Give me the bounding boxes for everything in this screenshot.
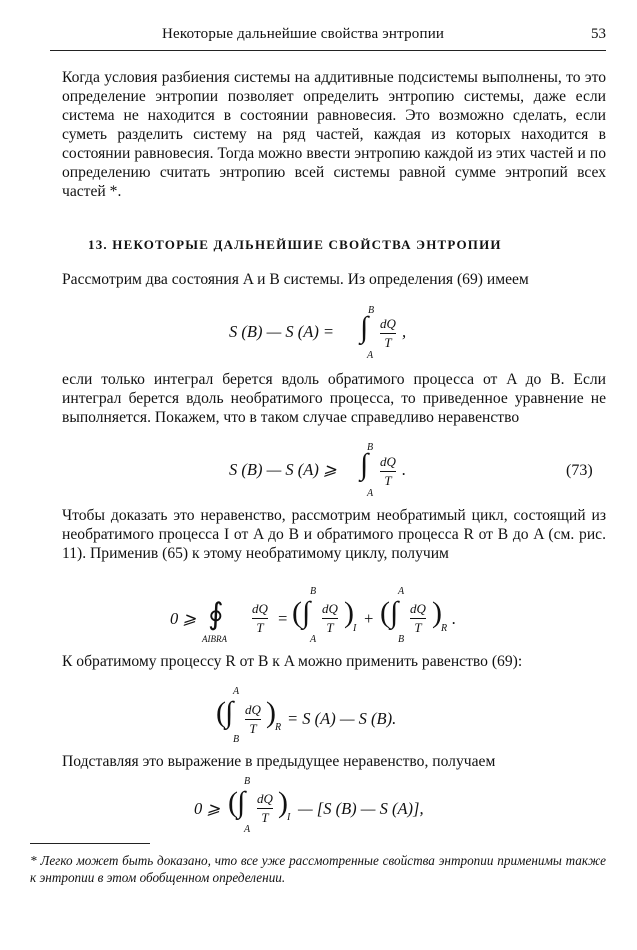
eq3-t2-integral: ∫ bbox=[390, 596, 399, 629]
paragraph-reversible-apply: К обратимому процессу R от B к A можно применить равенство (69): bbox=[62, 653, 523, 670]
eq5-lhs: 0 ⩾ bbox=[194, 799, 221, 818]
eq3-fraction-main bbox=[252, 601, 268, 636]
eq1-integral-sign: ∫ bbox=[360, 311, 369, 344]
paragraph-entropy-definition: Когда условия разбиения системы на аддитивные подсистемы выполнены, то это определение энтропии позволяет определить энтропию системы, даже если система не находится в состоянии равновесия. Это возможно сделать, если суметь разделить систему на ряд частей, каждая из которых находится в состоянии равновесия. Тогда можно ввести энтропию каждой из этих частей и по определению считать энтропию всей системы равной сумме энтропий всех частей *. bbox=[62, 69, 606, 200]
eq4-integral-sign: ∫ bbox=[225, 696, 234, 729]
eq5-upper-limit: B bbox=[244, 776, 251, 787]
eq3-t2-denominator: T bbox=[414, 620, 422, 635]
paragraph-proof-cycle: Чтобы доказать это неравенство, рассмотрим необратимый цикл, состоящий из необратимого процесса I от A до B и обратимого процесса R от B до A (см. рис. 11). Применив (65) к этому необратимому циклу, получим bbox=[62, 507, 606, 562]
eq5-denominator: T bbox=[261, 810, 269, 825]
header-title: Некоторые дальнейшие свойства энтропии bbox=[162, 26, 445, 42]
eq2-fraction bbox=[380, 454, 396, 489]
eq2-integral-sign: ∫ bbox=[360, 448, 369, 481]
eq3-t1-sub: I bbox=[353, 623, 357, 634]
eq5-rhs: — [S (B) — S (A)], bbox=[298, 799, 424, 818]
paragraph-reversible-condition: если только интеграл берется вдоль обратимого процесса от A до B. Если интеграл берется вдоль необратимого процесса, то приведенное уравнение не выполняется. Покажем, что в таком случае справедливо неравенство bbox=[62, 371, 606, 426]
eq5-numerator: dQ bbox=[257, 791, 273, 806]
footnote: * Легко может быть доказано, что все уже рассмотренные свойства энтропии применимы также к энтропии в этом обобщенном определении. bbox=[30, 853, 606, 885]
eq4-lower-limit: B bbox=[233, 734, 240, 745]
eq5-paren-close: ) bbox=[278, 786, 288, 819]
eq3-contour-lower: AIBRA bbox=[202, 634, 227, 644]
eq1-upper-limit: B bbox=[368, 305, 375, 316]
eq4-rhs: = S (A) — S (B). bbox=[287, 709, 397, 728]
eq4-paren-open: ( bbox=[216, 696, 226, 729]
eq3-t2-upper: A bbox=[398, 586, 405, 597]
eq4-fraction bbox=[245, 702, 261, 737]
eq5-sub: I bbox=[287, 812, 291, 823]
eq1-fraction bbox=[380, 316, 396, 351]
eq3-contour-integral-sign: ∮ bbox=[208, 598, 224, 631]
eq2-tail: . bbox=[402, 460, 407, 479]
paragraph-substitution: Подставляя это выражение в предыдущее неравенство, получаем bbox=[62, 753, 496, 770]
eq3-numerator: dQ bbox=[252, 601, 268, 616]
eq3-t2-sub: R bbox=[441, 623, 448, 634]
eq2-upper-limit: B bbox=[367, 442, 374, 453]
eq2-lower-limit: A bbox=[367, 488, 374, 499]
equation-number-73: (73) bbox=[566, 462, 593, 479]
eq3-t1-numerator: dQ bbox=[322, 601, 338, 616]
eq1-numerator: dQ bbox=[380, 316, 396, 331]
page-number: 53 bbox=[591, 26, 606, 42]
eq4-numerator: dQ bbox=[245, 702, 261, 717]
eq3-t1-lower: A bbox=[310, 634, 317, 645]
eq3-t2-lower: B bbox=[398, 634, 405, 645]
eq3-plus: + bbox=[363, 609, 375, 628]
footnote-rule bbox=[30, 843, 150, 844]
eq2-numerator: dQ bbox=[380, 454, 396, 469]
running-header bbox=[50, 26, 606, 51]
eq3-paren-close-2: ) bbox=[432, 596, 442, 629]
eq5-lower-limit: A bbox=[244, 824, 251, 835]
eq4-sub: R bbox=[275, 722, 282, 733]
eq3-t1-upper: B bbox=[310, 586, 317, 597]
eq3-equals: = bbox=[277, 609, 289, 628]
eq5-integral-sign: ∫ bbox=[237, 786, 246, 819]
eq1-tail: , bbox=[402, 322, 407, 341]
section-heading: 13. НЕКОТОРЫЕ ДАЛЬНЕЙШИЕ СВОЙСТВА ЭНТРОПИИ bbox=[88, 237, 502, 252]
eq3-t2-numerator: dQ bbox=[410, 601, 426, 616]
eq1-lhs: S (B) — S (A) = bbox=[229, 322, 335, 341]
eq1-denominator: T bbox=[384, 335, 392, 350]
eq5-fraction bbox=[257, 791, 273, 826]
eq4-denominator: T bbox=[249, 721, 257, 736]
eq2-lhs: S (B) — S (A) ⩾ bbox=[229, 460, 337, 479]
eq5-paren-open: ( bbox=[228, 786, 238, 819]
eq3-tail: . bbox=[452, 609, 457, 628]
eq3-t2-fraction bbox=[410, 601, 426, 636]
eq3-t1-integral: ∫ bbox=[302, 596, 311, 629]
eq3-denominator: T bbox=[256, 620, 264, 635]
eq1-lower-limit: A bbox=[367, 350, 374, 361]
eq3-t1-denominator: T bbox=[326, 620, 334, 635]
eq3-paren-open-1: ( bbox=[292, 596, 302, 629]
paragraph-two-states: Рассмотрим два состояния A и B системы. Из определения (69) имеем bbox=[62, 271, 529, 288]
eq4-upper-limit: A bbox=[233, 686, 240, 697]
eq3-lhs: 0 ⩾ bbox=[170, 609, 197, 628]
eq3-paren-open-2: ( bbox=[380, 596, 390, 629]
eq3-t1-fraction bbox=[322, 601, 338, 636]
eq3-paren-close-1: ) bbox=[344, 596, 354, 629]
eq4-paren-close: ) bbox=[266, 696, 276, 729]
eq2-denominator: T bbox=[384, 473, 392, 488]
